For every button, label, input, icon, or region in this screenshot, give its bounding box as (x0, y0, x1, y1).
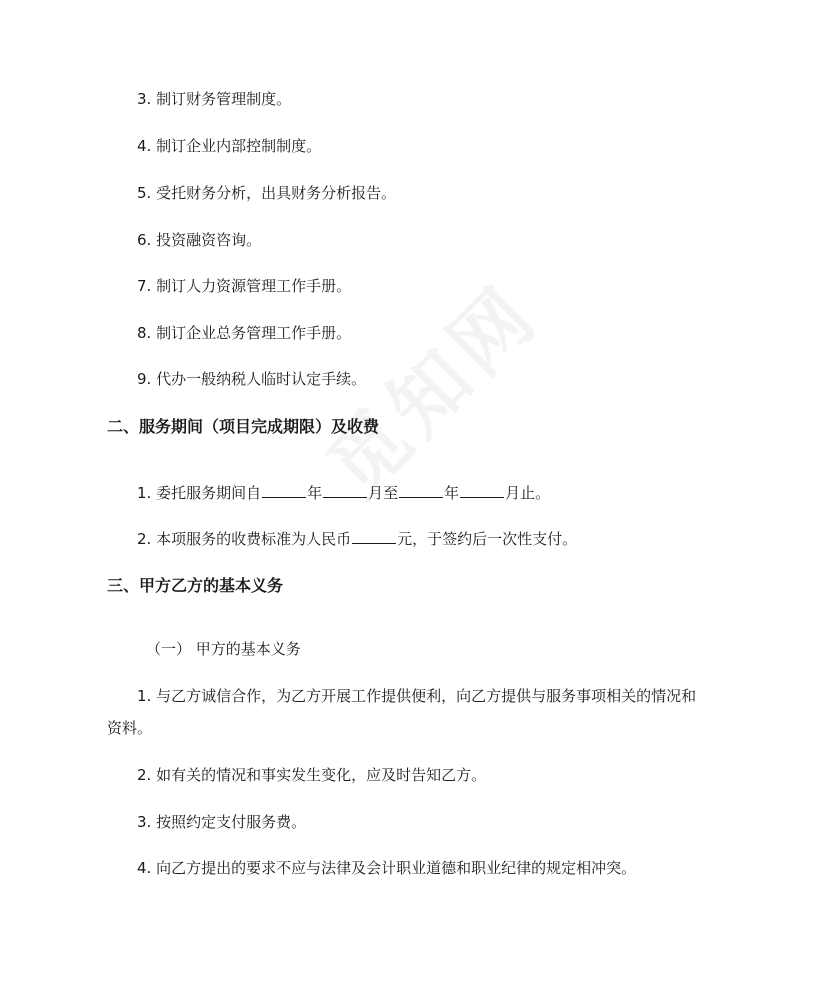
fill-blank (323, 481, 367, 498)
list-item: 7. 制订人力资源管理工作手册。 (137, 277, 352, 295)
list-item: 8. 制订企业总务管理工作手册。 (137, 324, 352, 342)
list-item: 3. 按照约定支付服务费。 (137, 813, 307, 831)
text-fragment: 月至 (368, 484, 399, 502)
list-item: 9. 代办一般纳税人临时认定手续。 (137, 370, 367, 388)
list-item-continuation: 资料。 (107, 719, 153, 737)
section-heading: 三、甲方乙方的基本义务 (107, 576, 284, 595)
list-item: 2. 如有关的情况和事实发生变化，应及时告知乙方。 (137, 766, 487, 784)
list-item: 5. 受托财务分析，出具财务分析报告。 (137, 184, 397, 202)
section-heading: 二、服务期间（项目完成期限）及收费 (107, 417, 380, 436)
text-fragment: 月止。 (505, 484, 551, 502)
fill-blank (262, 481, 306, 498)
list-item: 4. 向乙方提出的要求不应与法律及会计职业道德和职业纪律的规定相冲突。 (137, 859, 637, 877)
fee-line (137, 527, 577, 550)
service-period-line (137, 481, 550, 504)
list-item: 1. 与乙方诚信合作，为乙方开展工作提供便利，向乙方提供与服务事项相关的情况和 (137, 687, 697, 705)
fill-blank (460, 481, 504, 498)
sub-heading: （一） 甲方的基本义务 (146, 640, 301, 658)
text-fragment: 1. 委托服务期间自 (137, 484, 262, 502)
text-fragment: 元，于签约后一次性支付。 (397, 530, 578, 548)
fill-blank (352, 527, 396, 544)
fill-blank (399, 481, 443, 498)
list-item: 6. 投资融资咨询。 (137, 231, 262, 249)
list-item: 3. 制订财务管理制度。 (137, 90, 292, 108)
text-fragment: 年 (307, 484, 323, 502)
text-fragment: 2. 本项服务的收费标准为人民币 (137, 530, 352, 548)
list-item: 4. 制订企业内部控制制度。 (137, 137, 322, 155)
text-fragment: 年 (444, 484, 460, 502)
